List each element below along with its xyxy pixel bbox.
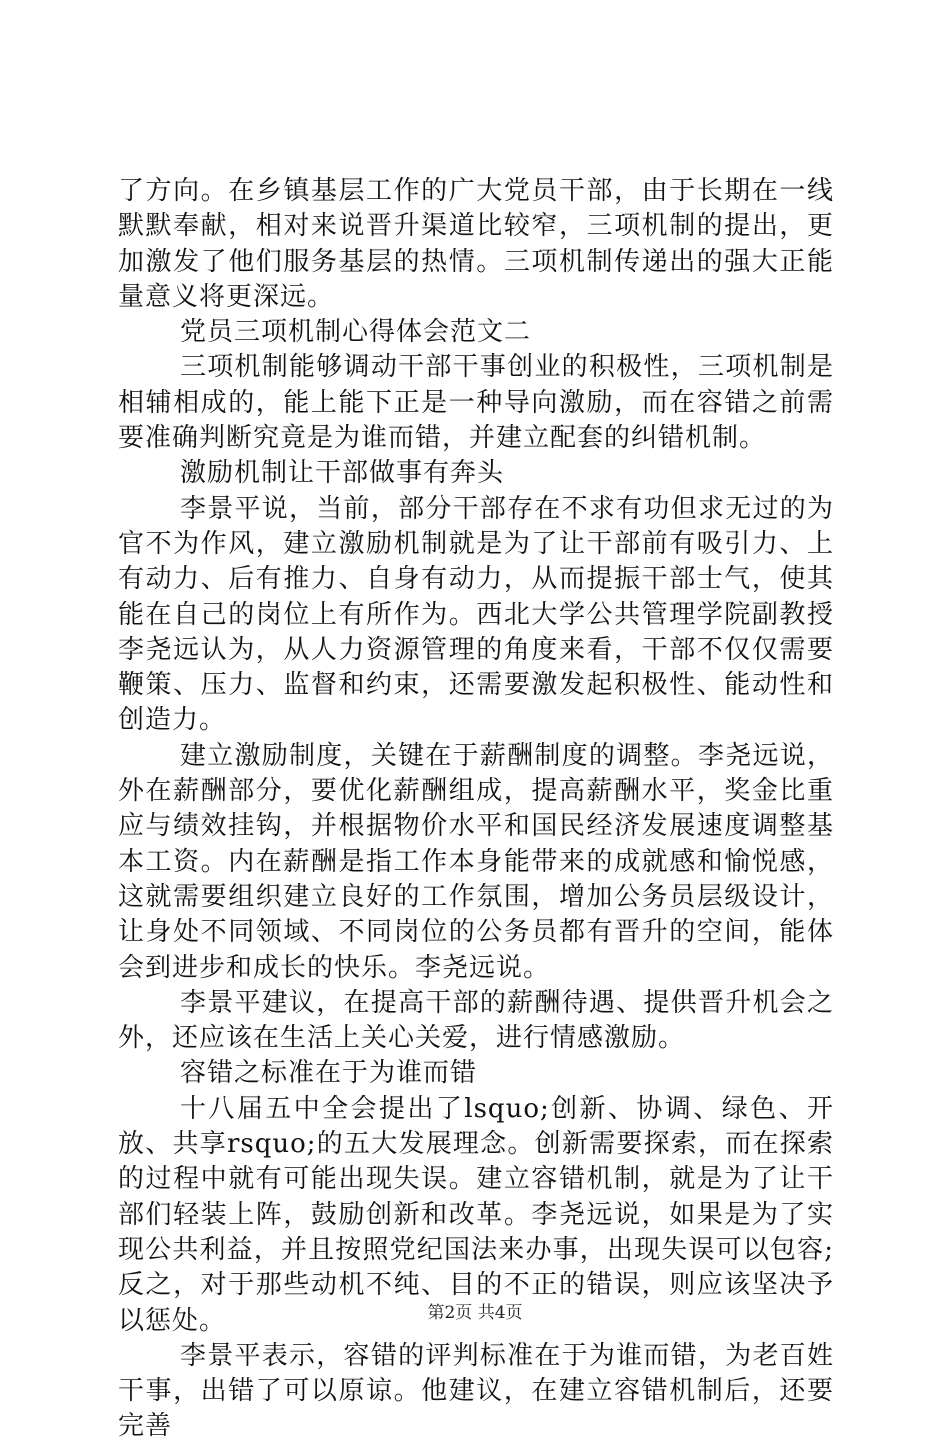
section-heading-example-two: 党员三项机制心得体会范文二 (180, 317, 532, 348)
paragraph-error-tolerance-details: 十八届五中全会提出了lsquo;创新、协调、绿色、开放、共享rsquo;的五大发展理念。创新需要探索，而在探索的过程中就有可能出现失误。建立容错机制，就是为了让干部们轻装上阵，鼓励创新和改革。李尧远说，如果是为了实现公共利益，并且按照党纪国法来办事，出现失误可以包容;反之，对于那些动机不纯、目的不正的错误，则应该坚决予以惩处。 (118, 1093, 834, 1336)
paragraph-incentive-details: 李景平说，当前，部分干部存在不求有功但求无过的为官不为作风，建立激励机制就是为了让干部前有吸引力、上有动力、后有推力、自身有动力，从而提振干部士气，使其能在自己的岗位上有所作为。西北大学公共管理学院副教授李尧远认为，从人力资源管理的角度来看，干部不仅仅需要鞭策、压力、监督和约束，还需要激发起积极性、能动性和创造力。 (118, 493, 834, 736)
subheading-error-tolerance: 容错之标准在于为谁而错 (180, 1058, 478, 1089)
page-number-footer: 第2页 共4页 (427, 1303, 523, 1323)
document-body (118, 174, 834, 1445)
paragraph-emotional-incentive: 李景平建议，在提高干部的薪酬待遇、提供晋升机会之外，还应该在生活上关心关爱，进行情感激励。 (118, 987, 834, 1054)
paragraph-continuation: 了方向。在乡镇基层工作的广大党员干部，由于长期在一线默默奉献，相对来说晋升渠道比较窄，三项机制的提出，更加激发了他们服务基层的热情。三项机制传递出的强大正能量意义将更深远。 (118, 176, 834, 312)
paragraph-mechanisms-overview: 三项机制能够调动干部干事创业的积极性，三项机制是相辅相成的，能上能下正是一种导向激励，而在容错之前需要准确判断究竟是为谁而错，并建立配套的纠错机制。 (118, 352, 834, 454)
paragraph-salary-reform: 建立激励制度，关键在于薪酬制度的调整。李尧远说，外在薪酬部分，要优化薪酬组成，提高薪酬水平，奖金比重应与绩效挂钩，并根据物价水平和国民经济发展速度调整基本工资。内在薪酬是指工作本身能带来的成就感和愉悦感，这就需要组织建立良好的工作氛围，增加公务员层级设计，让身处不同领域、不同岗位的公务员都有晋升的空间，能体会到进步和成长的快乐。李尧远说。 (118, 740, 834, 983)
subheading-incentive-mechanism: 激励机制让干部做事有奔头 (180, 458, 505, 489)
paragraph-evaluation-standard: 李景平表示，容错的评判标准在于为谁而错，为老百姓干事，出错了可以原谅。他建议，在建立容错机制后，还要完善 (118, 1340, 834, 1442)
